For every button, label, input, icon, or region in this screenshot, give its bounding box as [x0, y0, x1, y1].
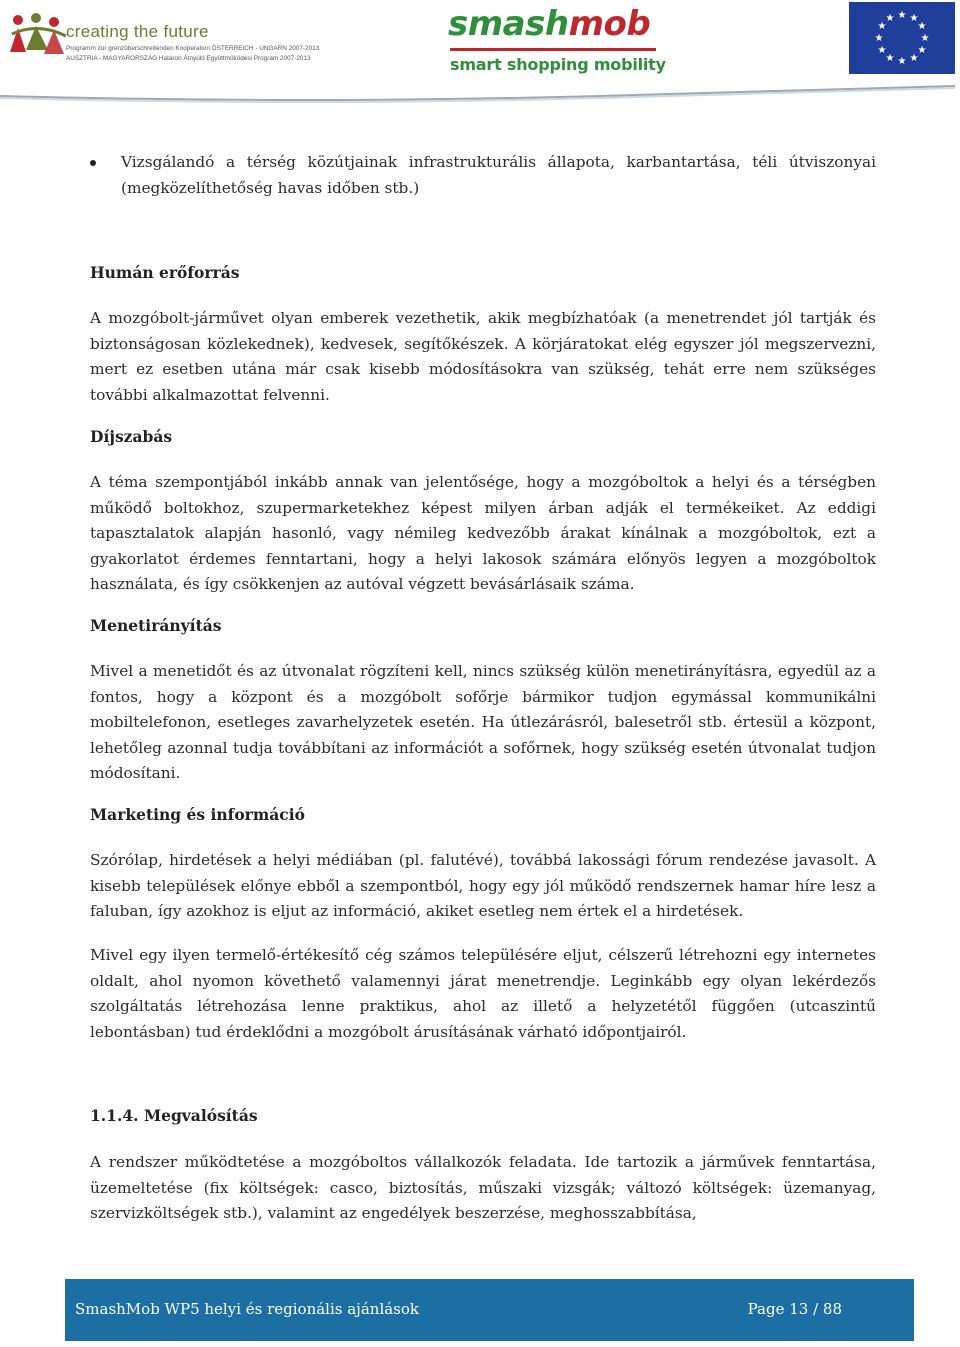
smashmob-logo [448, 4, 678, 78]
svg-text:★: ★ [877, 45, 887, 56]
heading-pricing: Díjszabás [90, 427, 173, 446]
svg-text:★: ★ [897, 56, 907, 67]
svg-text:★: ★ [877, 21, 887, 32]
smashmob-underline [450, 48, 656, 51]
ctf-title: creating the future [66, 22, 209, 41]
page-header [0, 0, 960, 108]
svg-text:★: ★ [874, 33, 884, 44]
smashmob-wordmark-part2: mob [568, 4, 651, 44]
ctf-program-line-2: AUSZTRIA - MAGYARORSZÁG Határon Átnyúló Együttműködési Program 2007-2013 [66, 55, 311, 62]
svg-text:★: ★ [917, 21, 927, 32]
heading-routing: Menetirányítás [90, 616, 222, 635]
smashmob-tagline: smart shopping mobility [450, 55, 666, 74]
svg-text:★: ★ [897, 10, 907, 21]
svg-text:★: ★ [885, 13, 895, 24]
paragraph-marketing-2: Mivel egy ilyen termelő-értékesítő cég számos településére eljut, célszerű létrehozni egy internetes oldalt, ahol nyomon követhető valamennyi járat menetrendje. Leginkább egy olyan lekérdezős szolgáltatás létrehozása lenne praktikus, ahol az illető a helyzetétől függően (utcaszintű lebontásban) tud érdeklődni a mozgóbolt árusításának várható időpontjairól. [90, 946, 876, 1041]
paragraph-marketing-1: Szórólap, hirdetések a helyi médiában (pl. falutévé), továbbá lakossági fórum rendezése javasolt. A kisebb települések előnye ebből a szempontból, hogy egy jól működő rendszernek hamar híre lesz a faluban, így azokhoz is eljut az információ, akiket esetleg nem értek el a hirdetések. [90, 851, 876, 921]
eu-stars-icon [849, 2, 955, 74]
bullet-text: Vizsgálandó a térség közútjainak infrastrukturális állapota, karbantartása, téli útviszonyai (megközelíthetőség havas időben stb.) [121, 153, 876, 197]
svg-text:★: ★ [917, 45, 927, 56]
creating-the-future-logo [8, 12, 338, 72]
paragraph-implementation: A rendszer működtetése a mozgóboltos vállalkozók feladata. Ide tartozik a járművek fenntartása, üzemeltetése (fix költségek: casco, biztosítás, műszaki vizsgák; változó költségek: üzemanyag, szervizköltségek stb.), valamint az engedélyek beszerzése, meghosszabbítása, [90, 1153, 876, 1223]
heading-human-resources: Humán erőforrás [90, 263, 240, 282]
page-footer [65, 1279, 914, 1341]
footer-page-number: Page 13 / 88 [747, 1300, 842, 1318]
bullet-dot-icon [90, 160, 96, 166]
heading-marketing: Marketing és információ [90, 805, 305, 824]
smashmob-wordmark-part1: smash [448, 4, 569, 44]
ctf-program-line-1: Programm zur grenzüberschreitenden Kooperation ÖSTERREICH - UNGARN 2007-2013 [66, 45, 320, 52]
svg-text:★: ★ [909, 13, 919, 24]
footer-document-title: SmashMob WP5 helyi és regionális ajánlások [75, 1300, 419, 1318]
eu-flag-icon [849, 2, 955, 74]
svg-text:★: ★ [909, 53, 919, 64]
header-swoosh-divider [0, 74, 960, 104]
people-figures-icon [8, 12, 70, 56]
svg-text:★: ★ [885, 53, 895, 64]
paragraph-routing: Mivel a menetidőt és az útvonalat rögzíteni kell, nincs szükség külön menetirányításra, egyedül az a fontos, hogy a központ és a mozgóbolt sofőrje bármikor tudjon egymással kommunikálni mobiltelefonon, esetleges zavarhelyzetek esetén. Ha útlezárásról, balesetről stb. értesül a központ, lehetőleg azonnal tudja továbbítani az információt a sofőrnek, hogy szükség esetén útvonalat tudjon módosítani. [90, 662, 876, 783]
svg-text:★: ★ [920, 33, 930, 44]
paragraph-human-resources: A mozgóbolt-járművet olyan emberek vezethetik, akik megbízhatóak (a menetrendet jól tartják és biztonságosan közlekednek), kedvesek, segítőkészek. A körjáratokat elég egyszer jól megszervezni, mert ez esetben utána már csak kisebb módosításokra van szükség, tehát erre nem szükséges további alkalmazottat felvenni. [90, 309, 876, 404]
smashmob-wordmark [448, 4, 650, 44]
paragraph-pricing: A téma szempontjából inkább annak van jelentősége, hogy a mozgóboltok a helyi és a térségben működő boltokhoz, szupermarketekhez képest milyen árban adják el termékeiket. Az eddigi tapasztalatok alapján hasonló, vagy némileg kedvezőbb árakat kínálnak a mozgóboltok, ezt a gyakorlatot érdemes fenntartani, hogy a helyi lakosok számára előnyös legyen a mozgóboltok használata, és így csökkenjen az autóval végzett bevásárlásaik száma. [90, 473, 876, 594]
heading-implementation: 1.1.4. Megvalósítás [90, 1106, 258, 1125]
